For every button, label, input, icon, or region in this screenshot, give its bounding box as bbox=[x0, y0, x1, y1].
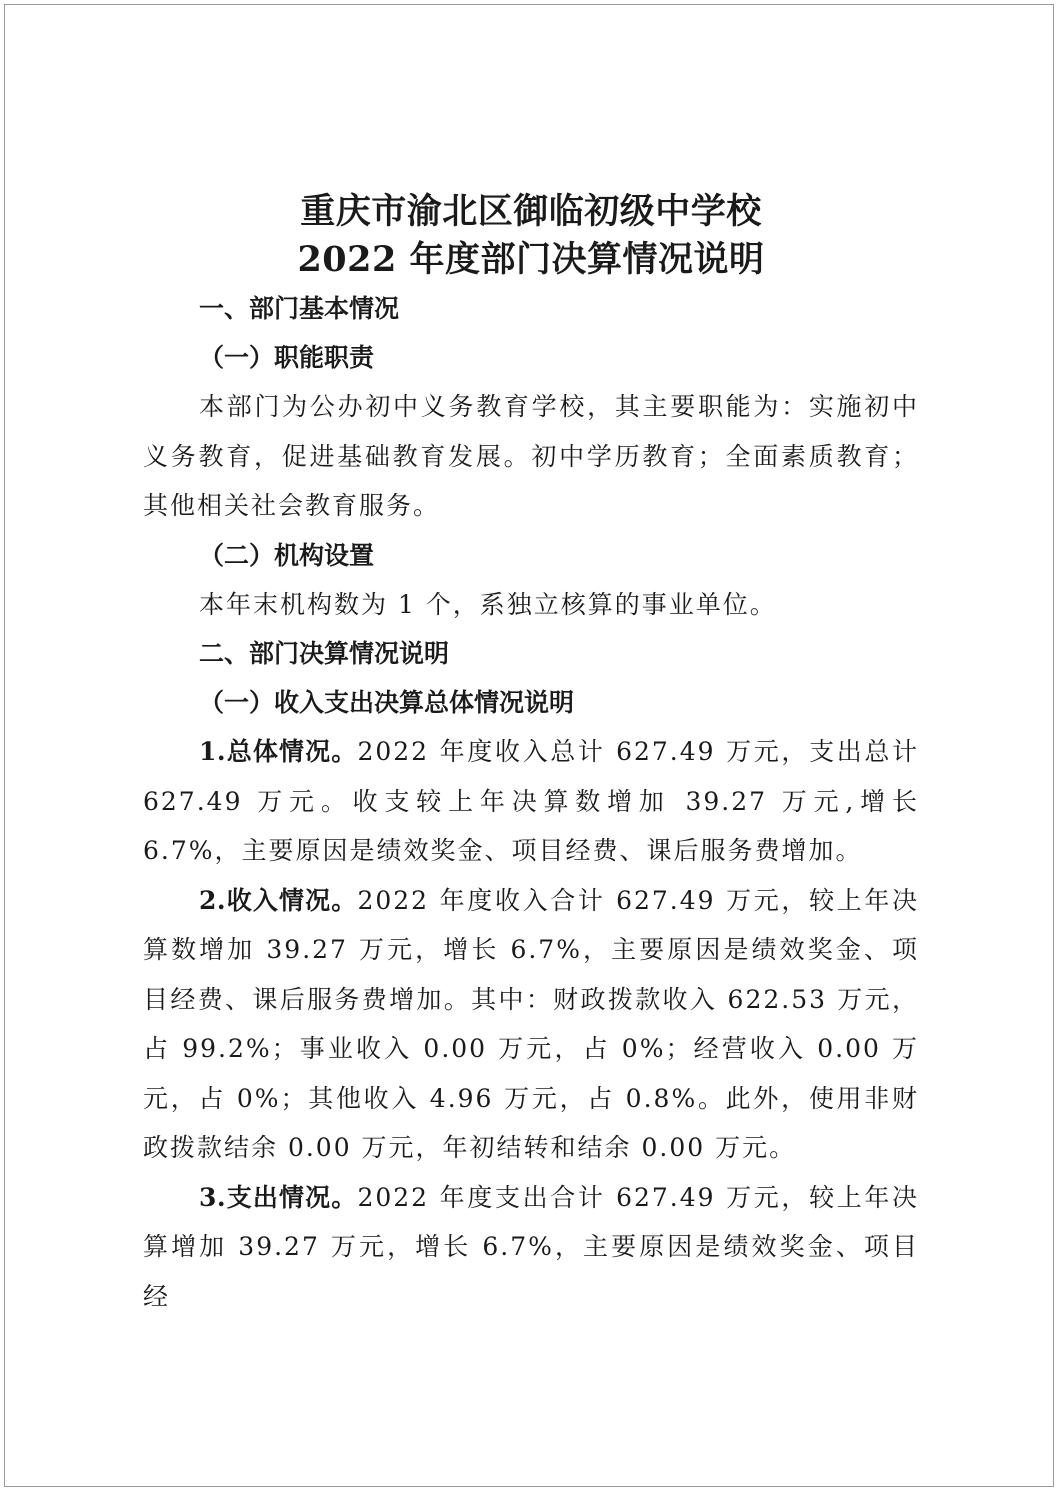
paragraph-expense bbox=[143, 1173, 919, 1322]
paragraph-overall-lead: 1.总体情况。 bbox=[199, 737, 358, 766]
paragraph-income-text: 2022 年度收入合计 627.49 万元，较上年决算数增加 39.27 万元，增长 6.7%，主要原因是绩效奖金、项目经费、课后服务费增加。其中：财政拨款收入 622.53 万元，占 99.2%；事业收入 0.00 万元，占 0%；经营收入 0.00 万元，占 0%；其他收入 4.96 万元，占 0.8%。此外，使用非财政拨款结余 0.00 万元，年初结转和结余 0.00 万元。 bbox=[143, 885, 919, 1162]
section1-sub1-heading: （一）职能职责 bbox=[199, 343, 375, 372]
section2-sub1-heading: （一）收入支出决算总体情况说明 bbox=[199, 688, 575, 717]
paragraph-overall bbox=[143, 727, 919, 876]
document-title-line1: 重庆市渝北区御临初级中学校 bbox=[300, 191, 762, 232]
section1-sub2-heading: （二）机构设置 bbox=[199, 540, 375, 570]
paragraph-expense-lead: 3.支出情况。 bbox=[199, 1182, 358, 1212]
section1-sub1-text: 本部门为公办初中义务教育学校，其主要职能为：实施初中义务教育，促进基础教育发展。初中学历教育；全面素质教育；其他相关社会教育服务。 bbox=[143, 392, 919, 520]
section1-sub2-text: 本年末机构数为 1 个，系独立核算的事业单位。 bbox=[199, 589, 777, 619]
paragraph-expense-text: 2022 年度支出合计 627.49 万元，较上年决算增加 39.27 万元，增长 6.7%，主要原因是绩效奖金、项目经 bbox=[143, 1182, 919, 1311]
section2-heading: 二、部门决算情况说明 bbox=[199, 639, 450, 668]
paragraph-overall-text: 2022 年度收入总计 627.49 万元，支出总计 627.49 万元。收支较上年决算数增加 39.27 万元,增长 6.7%，主要原因是绩效奖金、项目经费、课后服务费增加。 bbox=[143, 737, 919, 865]
document-body bbox=[143, 188, 919, 1321]
paragraph-income-lead: 2.收入情况。 bbox=[199, 885, 358, 915]
paragraph-income bbox=[143, 876, 919, 1173]
document-title-line2: 2022 年度部门决算情况说明 bbox=[297, 239, 765, 280]
section1-heading: 一、部门基本情况 bbox=[199, 294, 400, 323]
